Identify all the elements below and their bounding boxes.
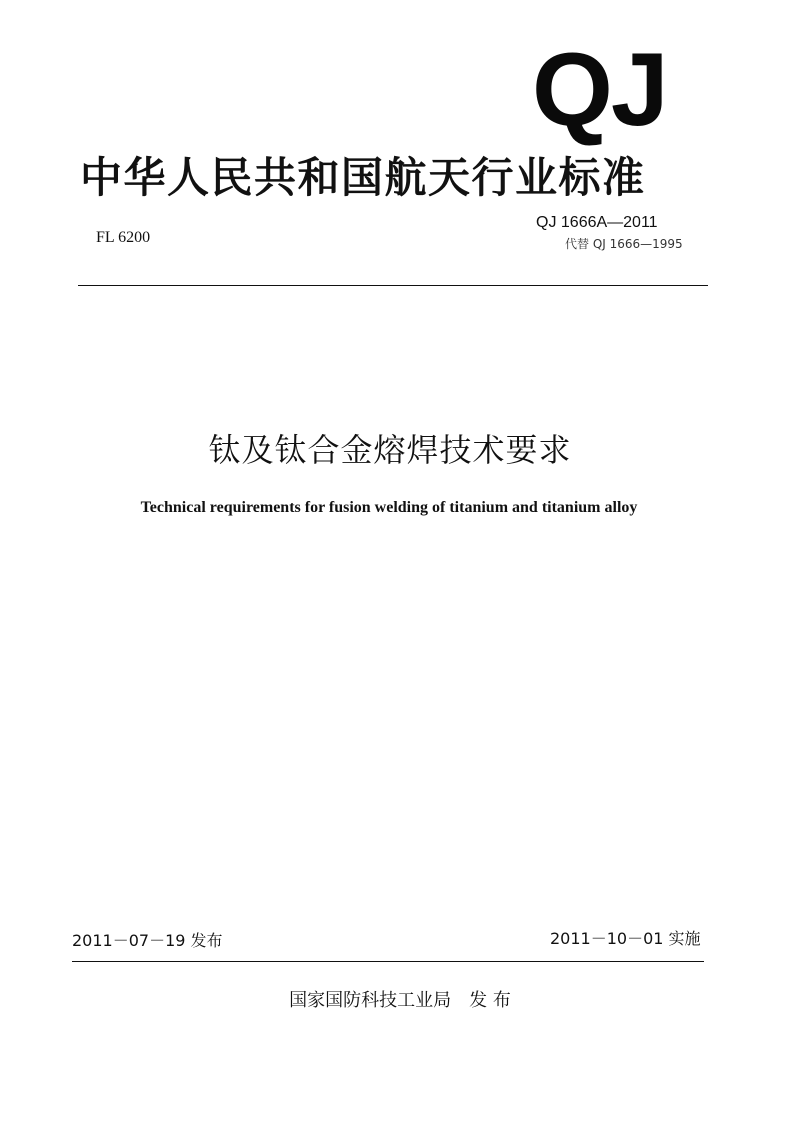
footer-divider — [72, 961, 704, 962]
document-title-english: Technical requirements for fusion welding of titanium and titanium alloy — [140, 499, 638, 516]
classification-code: FL 6200 — [96, 229, 151, 246]
standard-category-title: 中华人民共和国航天行业标准 — [80, 153, 646, 202]
issuing-action: 发 布 — [469, 990, 511, 1011]
issue-date: 2011－07－19 发布 — [72, 931, 223, 950]
implementation-date: 2011－10－01 实施 — [550, 929, 701, 948]
issuing-authority: 国家国防科技工业局 — [289, 990, 452, 1011]
header-divider — [78, 285, 708, 286]
replaced-standard-number: 代替 QJ 1666—1995 — [565, 237, 683, 251]
issuing-authority-line — [0, 988, 800, 1014]
document-title-chinese: 钛及钛合金熔焊技术要求 — [208, 431, 572, 469]
qj-logo: QJ — [532, 32, 667, 148]
standard-number: QJ 1666A—2011 — [536, 214, 658, 231]
